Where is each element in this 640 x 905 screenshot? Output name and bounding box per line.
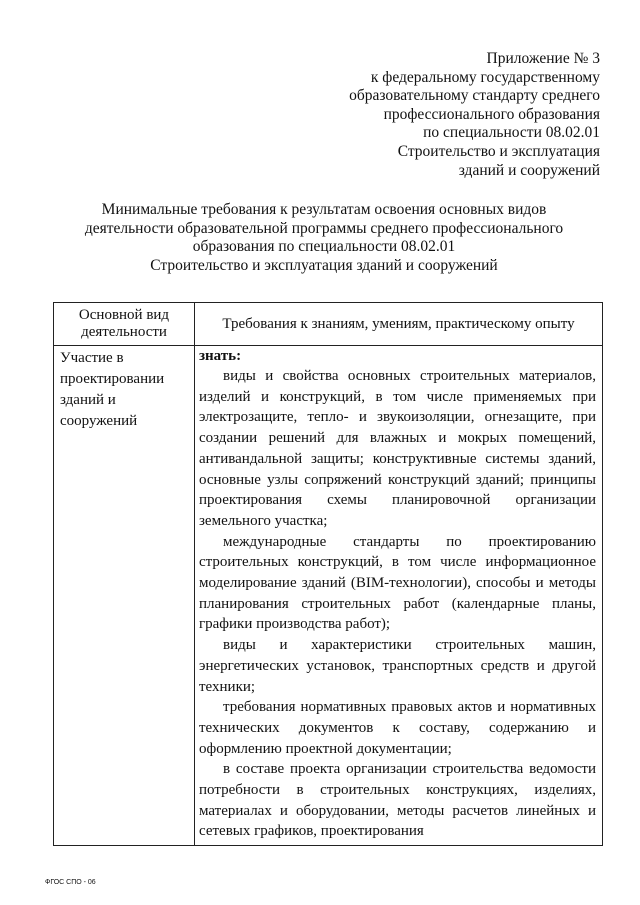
requirement-paragraph: требования нормативных правовых актов и нормативных технических документов к составу, содержанию и оформлению проектной документации; xyxy=(199,699,596,757)
table-header-row xyxy=(54,303,603,346)
appendix-line: образовательному стандарту среднего xyxy=(349,87,600,105)
know-label: знать: xyxy=(199,348,242,364)
requirements-table xyxy=(53,302,603,846)
requirements-body xyxy=(199,347,596,845)
activity-cell xyxy=(54,346,195,846)
activity-line: сооружений xyxy=(60,413,138,429)
table-row xyxy=(54,346,603,846)
appendix-line: к федеральному государственному xyxy=(370,68,600,86)
footer-code: ФГОС СПО - 06 xyxy=(45,879,96,886)
activity-line: проектировании xyxy=(60,371,165,387)
requirement-paragraph: в составе проекта организации строительства ведомости потребности в строительных конструкциях, изделиях, материалах и оборудовании, методы расчетов линейных и сетевых графиков, проектирования xyxy=(199,761,596,840)
heading-line: образования по специальности 08.02.01 xyxy=(192,238,456,255)
heading-line: Строительство и эксплуатация зданий и сооружений xyxy=(150,256,498,274)
appendix-line: по специальности 08.02.01 xyxy=(423,124,600,142)
heading-line: деятельности образовательной программы среднего профессионального xyxy=(84,219,564,237)
appendix-line: Приложение № 3 xyxy=(486,50,600,67)
appendix-line: профессионального образования xyxy=(383,105,600,123)
appendix-line: зданий и сооружений xyxy=(458,161,600,179)
appendix-line: Строительство и эксплуатация xyxy=(397,142,600,160)
requirement-paragraph: виды и свойства основных строительных материалов, изделий и конструкций, в том числе применяемых при электрозащите, тепло- и звукоизоляции, огнезащите, при создании решений для влажных и мокрых помещений, антивандальной защиты; конструктивные системы зданий, основные узлы сопряжений конструкций зданий; принципы проектирования схемы планировочной организации земельного участка; xyxy=(199,368,596,529)
heading-line: Минимальные требования к результатам освоения основных видов xyxy=(101,201,547,218)
requirement-paragraph: международные стандарты по проектированию строительных конструкций, в том числе информационное моделирование зданий (BIM-технологии), способы и методы планирования строительных работ (календарные планы, графики производства работ); xyxy=(199,533,596,633)
header-requirements: Требования к знаниям, умениям, практическому опыту xyxy=(195,303,603,346)
document-heading xyxy=(60,201,588,275)
activity-line: зданий и xyxy=(60,392,116,408)
header-activity: Основной вид деятельности xyxy=(54,303,195,346)
activity-line: Участие в xyxy=(60,350,124,366)
requirement-paragraph: виды и характеристики строительных машин, энергетических установок, транспортных средств и другой техники; xyxy=(199,637,596,695)
requirements-cell xyxy=(195,346,603,846)
appendix-block xyxy=(349,50,600,180)
